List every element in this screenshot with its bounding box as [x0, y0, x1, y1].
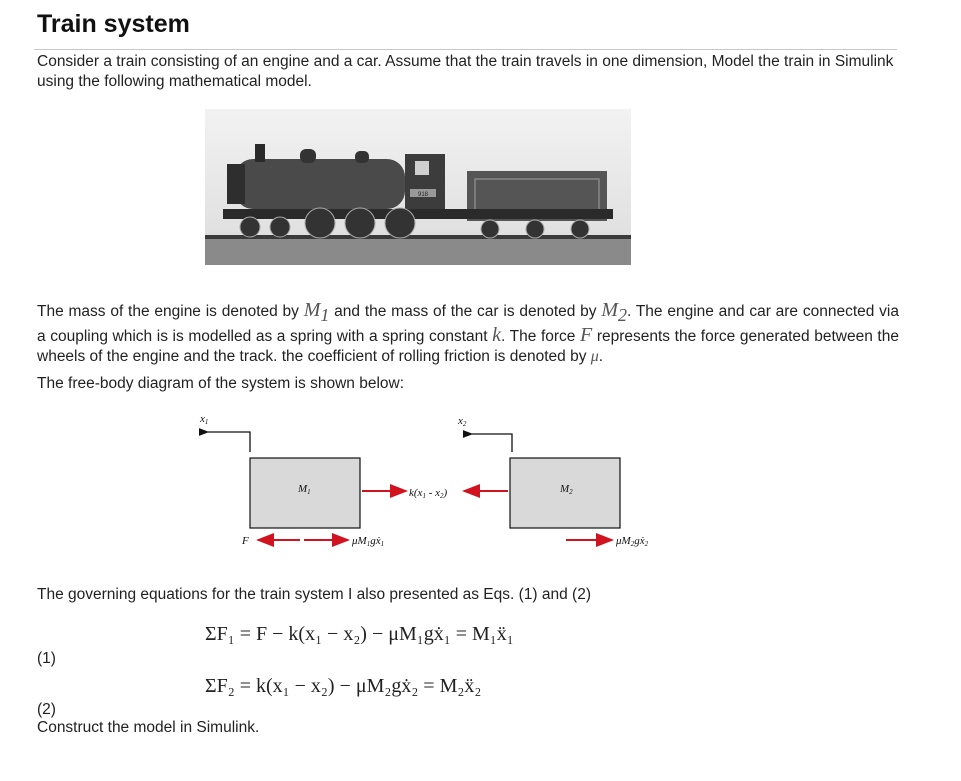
- var-k: k: [492, 324, 502, 346]
- mass-1-label: M1: [298, 483, 311, 496]
- closing-text: Construct the model in Simulink.: [37, 719, 260, 736]
- mass-text-4: . The force: [501, 328, 581, 345]
- free-body-diagram: [180, 408, 700, 568]
- mass-text-3: . The engine and car are connected via a coupling which is is modelled as a spring with a spring constant: [37, 303, 899, 345]
- x2-label: x2: [458, 415, 467, 428]
- x1-label: x1: [200, 413, 209, 426]
- equation-1: ΣF₁ = F − k(x₁ − x₂) − μM₁gẋ₁ = M₁ẍ₁: [205, 623, 514, 645]
- var-F: F: [580, 324, 593, 346]
- train-photo: [205, 109, 631, 265]
- mass-text-2: and the mass of the car is denoted by: [329, 303, 602, 320]
- governing-text: The governing equations for the train system I also presented as Eqs. (1) and (2): [37, 586, 591, 603]
- locomotive-number-plate: 918: [417, 192, 429, 198]
- equation-1-label: (1): [37, 650, 56, 667]
- force-F-label: F: [242, 535, 249, 547]
- x2-direction-arrow: [472, 434, 512, 452]
- equation-2: ΣF₂ = k(x₁ − x₂) − μM₂gẋ₂ = M₂ẍ₂: [205, 675, 482, 697]
- equation-2-label: (2): [37, 701, 56, 718]
- friction-1-label: μM1gẋ1: [352, 535, 385, 548]
- mass-text-6: .: [598, 348, 604, 365]
- spring-force-label: k(x1 - x2): [409, 487, 448, 500]
- page-title: Train system: [37, 10, 190, 38]
- fbd-intro: The free-body diagram of the system is shown below:: [37, 375, 405, 392]
- x1-direction-arrow: [208, 432, 250, 452]
- title-divider: [34, 49, 897, 50]
- var-M1: $M_1$: [303, 299, 330, 325]
- mass-paragraph: [37, 300, 899, 367]
- mass-text-1: The mass of the engine is denoted by: [37, 303, 304, 320]
- var-mu: μ: [590, 348, 599, 365]
- mass-text-5: represents the force generated between the wheels of the engine and the track. the coefficient of rolling friction is denoted by: [37, 328, 899, 365]
- friction-2-label: μM2gẋ2: [616, 535, 649, 548]
- var-M2: $M_2$: [601, 299, 628, 325]
- intro-paragraph: Consider a train consisting of an engine and a car. Assume that the train travels in one dimension, Model the train in Simulink using the following mathematical model.: [37, 53, 894, 90]
- mass-2-label: M2: [560, 483, 573, 496]
